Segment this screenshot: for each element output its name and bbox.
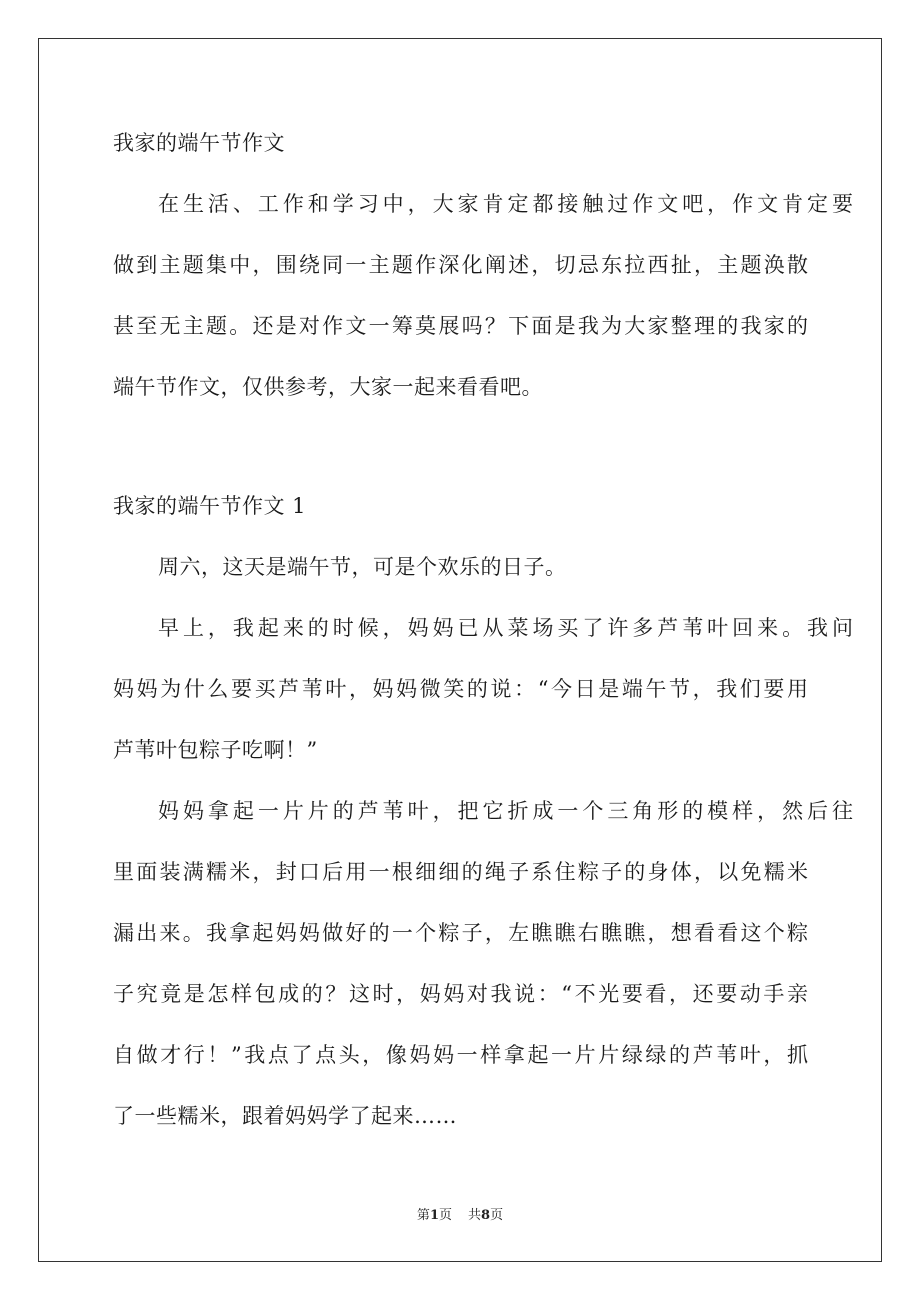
paragraph-line: 妈妈拿起一片片的芦苇叶，把它折成一个三角形的模样，然后往	[158, 799, 853, 823]
paragraph-line: 早上，我起来的时候，妈妈已从菜场买了许多芦苇叶回来。我问	[158, 616, 853, 640]
page-footer	[0, 1207, 920, 1225]
intro-line: 做到主题集中，围绕同一主题作深化阐述，切忌东拉西扯，主题涣散	[113, 253, 808, 277]
paragraph-line: 妈妈为什么要买芦苇叶，妈妈微笑的说：“今日是端午节，我们要用	[113, 677, 808, 701]
intro-line: 甚至无主题。还是对作文一筹莫展吗？下面是我为大家整理的我家的	[113, 314, 808, 338]
page-number: 1	[429, 1208, 439, 1223]
total-pages: 8	[481, 1208, 491, 1223]
paragraph-line: 里面装满糯米，封口后用一根细细的绳子系住粽子的身体，以免糯米	[113, 860, 808, 884]
intro-line: 端午节作文，仅供参考，大家一起来看看吧。	[113, 375, 543, 399]
document-title: 我家的端午节作文	[113, 131, 285, 155]
page-indicator: 第1页	[416, 1208, 452, 1223]
page-border	[38, 38, 882, 1262]
total-pages-indicator: 共8页	[468, 1208, 504, 1223]
paragraph-line: 了一些糯米，跟着妈妈学了起来……	[113, 1104, 457, 1128]
intro-line: 在生活、工作和学习中，大家肯定都接触过作文吧，作文肯定要	[158, 192, 853, 216]
paragraph-line: 周六，这天是端午节，可是个欢乐的日子。	[158, 555, 567, 579]
section-heading: 我家的端午节作文 1	[113, 494, 307, 518]
paragraph-line: 自做才行！”我点了点头，像妈妈一样拿起一片片绿绿的芦苇叶，抓	[113, 1043, 808, 1067]
paragraph-line: 漏出来。我拿起妈妈做好的一个粽子，左瞧瞧右瞧瞧，想看看这个粽	[113, 921, 808, 945]
paragraph-line: 子究竟是怎样包成的？这时，妈妈对我说：“不光要看，还要动手亲	[113, 982, 808, 1006]
paragraph-line: 芦苇叶包粽子吃啊！”	[113, 738, 318, 762]
